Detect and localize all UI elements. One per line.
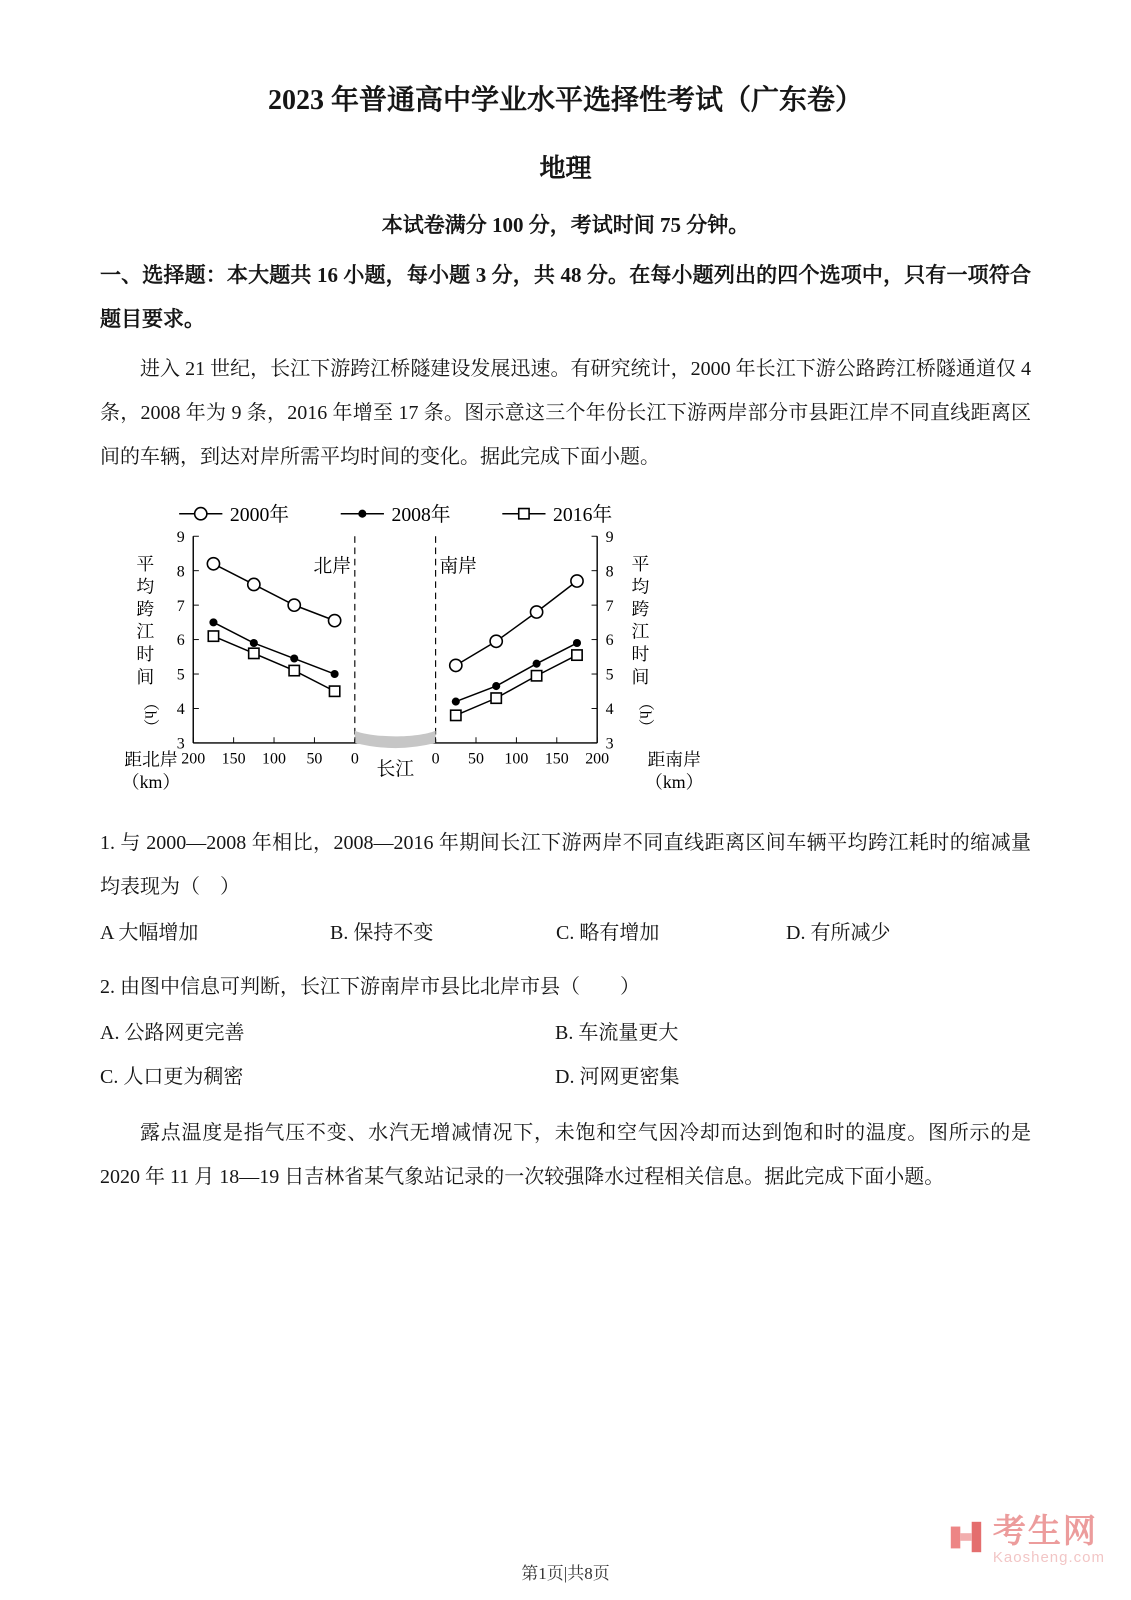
question-2-stem: 2. 由图中信息可判断，长江下游南岸市县比北岸市县（ ） xyxy=(100,976,640,999)
svg-text:6: 6 xyxy=(176,632,185,650)
svg-text:0: 0 xyxy=(350,750,359,768)
watermark xyxy=(947,1513,1105,1566)
svg-text:江: 江 xyxy=(136,621,155,642)
svg-text:6: 6 xyxy=(605,632,614,650)
svg-text:150: 150 xyxy=(221,750,246,768)
subject-title: 地理 xyxy=(539,154,592,183)
question-1-stem: 1. 与 2000—2008 年相比，2008—2016 年期间长江下游两岸不同直线距离区间车辆平均跨江耗时的缩减量均表现为（ ） xyxy=(100,832,1031,899)
svg-text:均: 均 xyxy=(631,576,650,597)
question-2 xyxy=(100,965,1031,1099)
watermark-site-url: Kaosheng.com xyxy=(992,1549,1105,1566)
svg-text:50: 50 xyxy=(468,750,484,768)
svg-text:平: 平 xyxy=(631,554,650,575)
svg-text:200: 200 xyxy=(585,750,610,768)
svg-text:（km）: （km） xyxy=(644,772,704,793)
svg-text:4: 4 xyxy=(605,701,614,719)
kaosheng-logo-icon xyxy=(947,1518,985,1561)
exam-note: 本试卷满分 100 分，考试时间 75 分钟。 xyxy=(381,213,750,237)
svg-text:3: 3 xyxy=(176,735,185,753)
svg-text:100: 100 xyxy=(504,750,529,768)
svg-text:9: 9 xyxy=(176,529,185,547)
svg-text:50: 50 xyxy=(306,750,323,768)
svg-text:平: 平 xyxy=(136,554,155,575)
svg-text:（km）: （km） xyxy=(121,772,181,793)
svg-text:3: 3 xyxy=(605,735,614,753)
svg-text:距北岸: 距北岸 xyxy=(124,749,178,770)
svg-text:5: 5 xyxy=(605,666,614,684)
svg-text:2016年: 2016年 xyxy=(553,504,613,527)
passage-bridges: 进入 21 世纪，长江下游跨江桥隧建设发展迅速。有研究统计，2000 年长江下游公路跨江桥隧通道仅 4 条，2008 年为 9 条，2016 年增至 17 条。图示意这三个年份长江下游两岸部分市县距江岸不同直线距离区间的车辆，到达对岸所需平均时间的变化。据此完成下面小题。 xyxy=(100,358,1031,469)
svg-text:0: 0 xyxy=(431,750,440,768)
svg-text:江: 江 xyxy=(631,621,650,642)
question-1-options xyxy=(100,911,1031,955)
page-title: 2023 年普通高中学业水平选择性考试（广东卷） xyxy=(267,85,863,116)
svg-text:（h）: （h） xyxy=(636,694,654,735)
q2-option-d: D. 河网更密集 xyxy=(555,1066,680,1089)
svg-text:200: 200 xyxy=(181,750,206,768)
q1-option-d: D. 有所减少 xyxy=(786,922,891,945)
question-1 xyxy=(100,821,1031,955)
svg-text:均: 均 xyxy=(136,576,155,597)
svg-text:（h）: （h） xyxy=(141,694,159,735)
svg-text:2008年: 2008年 xyxy=(391,504,451,527)
svg-text:跨: 跨 xyxy=(631,599,650,620)
svg-text:7: 7 xyxy=(605,597,614,615)
q2-option-a: A. 公路网更完善 xyxy=(100,1022,245,1045)
watermark-site-name: 考生网 xyxy=(992,1511,1098,1549)
q1-option-c: C. 略有增加 xyxy=(556,922,660,945)
svg-text:8: 8 xyxy=(605,563,614,581)
svg-text:长江: 长江 xyxy=(376,759,414,781)
q2-option-c: C. 人口更为稠密 xyxy=(100,1066,244,1089)
svg-text:间: 间 xyxy=(631,666,650,687)
section-header: 一、选择题：本大题共 16 小题，每小题 3 分，共 48 分。在每小题列出的四个选项中，只有一项符合题目要求。 xyxy=(100,263,1031,332)
question-2-options xyxy=(100,1011,1031,1099)
svg-text:4: 4 xyxy=(176,701,185,719)
svg-text:时: 时 xyxy=(136,644,155,665)
q1-option-b: B. 保持不变 xyxy=(330,922,434,945)
svg-text:8: 8 xyxy=(176,563,185,581)
svg-text:150: 150 xyxy=(544,750,569,768)
svg-text:时: 时 xyxy=(631,644,650,665)
crossing-time-chart xyxy=(104,491,724,806)
svg-text:距南岸: 距南岸 xyxy=(647,749,701,770)
svg-text:南岸: 南岸 xyxy=(439,556,477,578)
svg-text:跨: 跨 xyxy=(136,599,155,620)
chart-wrap xyxy=(104,491,1031,811)
svg-text:2000年: 2000年 xyxy=(229,504,290,527)
svg-text:间: 间 xyxy=(136,666,155,687)
svg-text:5: 5 xyxy=(176,666,185,684)
q1-option-a: A 大幅增加 xyxy=(100,922,199,945)
svg-text:100: 100 xyxy=(262,750,286,768)
passage-dewpoint: 露点温度是指气压不变、水汽无增减情况下，未饱和空气因冷却而达到饱和时的温度。图所示的是 2020 年 11 月 18—19 日吉林省某气象站记录的一次较强降水过程相关信息。据此完成下面小题。 xyxy=(100,1122,1031,1189)
svg-text:7: 7 xyxy=(176,597,185,615)
svg-text:北岸: 北岸 xyxy=(313,556,352,578)
svg-text:9: 9 xyxy=(605,529,614,547)
q2-option-b: B. 车流量更大 xyxy=(555,1022,679,1045)
page-number: 第1页|共8页 xyxy=(521,1564,610,1583)
